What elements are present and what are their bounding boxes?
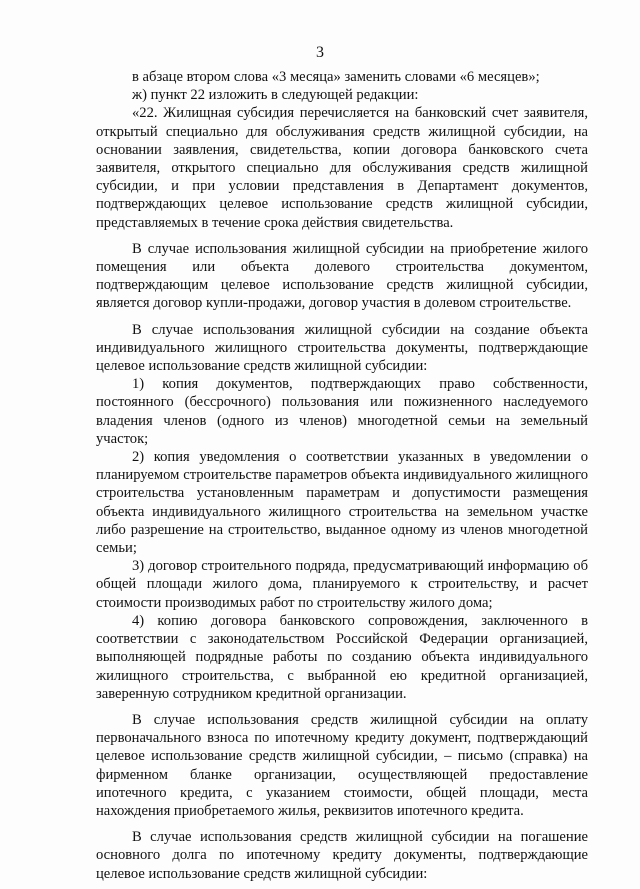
- paragraph: В случае использования средств жилищной субсидии на погашение основного долга по ипотечному кредиту документы, подтверждающие целевое использование средств жилищной субсидии:: [96, 829, 588, 882]
- paragraph: В случае использования жилищной субсидии на приобретение жилого помещения или объекта долевого строительства документом, подтверждающим целевое использование средств жилищной субсидии, является договор купли-продажи, договор участия в долевом строительстве.: [96, 240, 588, 312]
- paragraph: в абзаце втором слова «3 месяца» заменить словами «6 месяцев»;: [132, 69, 540, 85]
- page-number: 3: [316, 44, 324, 61]
- list-item: 4) копию договора банковского сопровождения, заключенного в соответствии с законодательством Российской Федерации организацией, выполняющей подрядные работы по созданию объекта индивидуального жилищного строительства, с выбранной ею кредитной организацией, заверенную сотрудником кредитной организации.: [96, 612, 588, 702]
- paragraph: «22. Жилищная субсидия перечисляется на банковский счет заявителя, открытый специально для обслуживания средств жилищной субсидии, на основании заявления, свидетельства, копии договора банковского счета заявителя, открытого специально для обслуживания средств жилищной субсидии, и при условии представления в Департамент документов, подтверждающих целевое использование средств жилищной субсидии, представляемых в течение срока действия свидетельства.: [96, 105, 588, 231]
- document-body: [96, 68, 588, 883]
- list-item: 1) копия документов, подтверждающих право собственности, постоянного (бессрочного) пользования или пожизненного наследуемого владения членов (одного из членов) многодетной семьи на земельный участок;: [96, 376, 588, 447]
- paragraph: ж) пункт 22 изложить в следующей редакции:: [132, 87, 419, 104]
- list-item: 3) договор строительного подряда, предусматривающий информацию об общей площади жилого дома, планируемого к строительству, и расчет стоимости производимых работ по строительству жилого дома;: [96, 558, 588, 611]
- paragraph: В случае использования жилищной субсидии на создание объекта индивидуального жилищного строительства документы, подтверждающие целевое использование средств жилищной субсидии:: [96, 321, 588, 375]
- paragraph: В случае использования средств жилищной субсидии на оплату первоначального взноса по ипотечному кредиту документ, подтверждающий целевое использование средств жилищной субсидии, – письмо (справка) на фирменном бланке организации, осуществляющей предоставление ипотечного кредита, с указанием стоимости, общей площади, места нахождения приобретаемого жилья, реквизитов ипотечного кредита.: [96, 711, 588, 819]
- list-item: 2) копия уведомления о соответствии указанных в уведомлении о планируемом строительстве параметров объекта индивидуального жилищного строительства установленным параметрам и допустимости размещения объекта индивидуального жилищного строительства на земельном участке либо разрешение на строительство, выданное одному из членов многодетной семьи;: [96, 449, 588, 557]
